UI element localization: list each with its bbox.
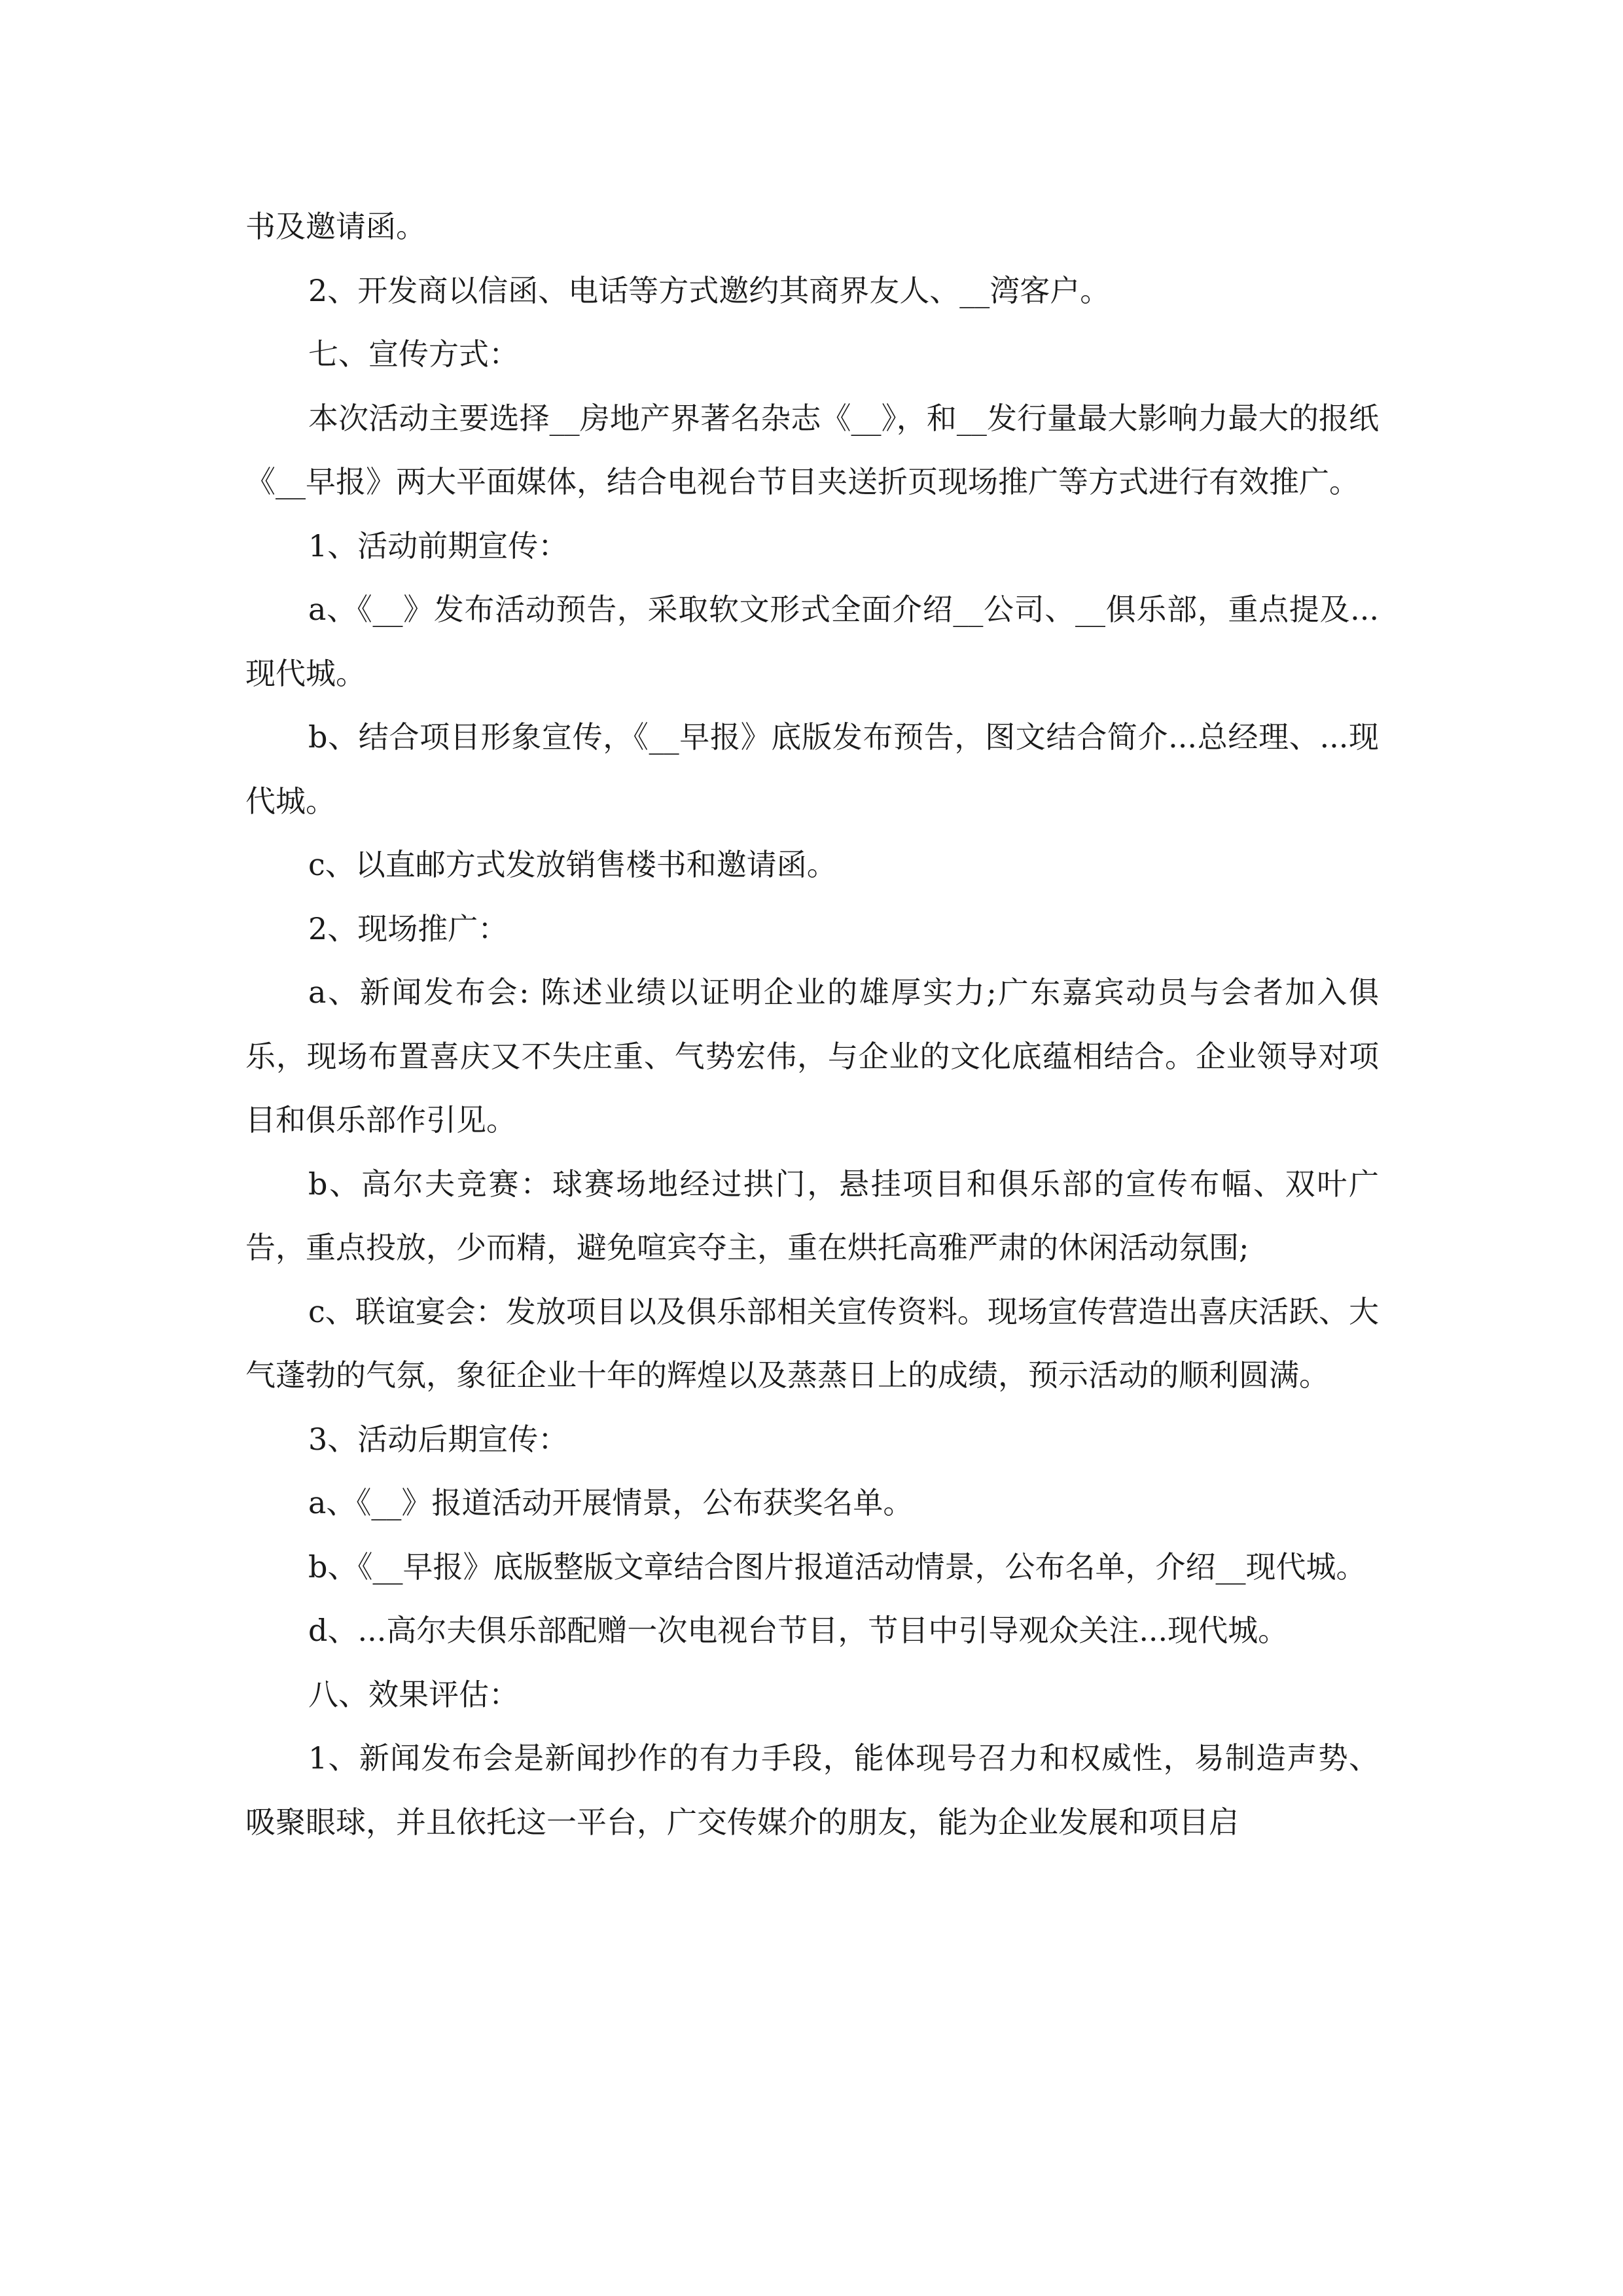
section-heading: 七、宣传方式： bbox=[308, 336, 519, 372]
paragraph: c、以直邮方式发放销售楼书和邀请函。 bbox=[308, 847, 837, 882]
paragraph: b、高尔夫竞赛：球赛场地经过拱门，悬挂项目和俱乐部的宣传布幅、双叶广告，重点投放，少而精，避免喧宾夺主，重在烘托高雅严肃的休闲活动氛围; bbox=[245, 1166, 1379, 1265]
paragraph: 本次活动主要选择__房地产界著名杂志《__》，和__发行量最大影响力最大的报纸《__早报》两大平面媒体，结合电视台节目夹送折页现场推广等方式进行有效推广。 bbox=[245, 400, 1379, 499]
paragraph: 书及邀请函。 bbox=[245, 209, 426, 244]
paragraph: 1、新闻发布会是新闻抄作的有力手段，能体现号召力和权威性，易制造声势、吸聚眼球，并且依托这一平台，广交传媒介的朋友，能为企业发展和项目启 bbox=[245, 1740, 1379, 1840]
paragraph: b、《__早报》底版整版文章结合图片报道活动情景，公布名单，介绍__现代城。 bbox=[308, 1549, 1366, 1585]
subsection-heading: 3、活动后期宣传： bbox=[308, 1421, 569, 1457]
paragraph: a、新闻发布会: 陈述业绩以证明企业的雄厚实力;广东嘉宾动员与会者加入俱乐，现场布置喜庆又不失庄重、气势宏伟，与企业的文化底蕴相结合。企业领导对项目和俱乐部作引见。 bbox=[245, 975, 1379, 1138]
paragraph: c、联谊宴会：发放项目以及俱乐部相关宣传资料。现场宣传营造出喜庆活跃、大气蓬勃的气氛，象征企业十年的辉煌以及蒸蒸日上的成绩，预示活动的顺利圆满。 bbox=[245, 1293, 1379, 1393]
subsection-heading: 1、活动前期宣传： bbox=[308, 528, 569, 564]
paragraph: b、结合项目形象宣传，《__早报》底版发布预告，图文结合简介...总经理、...现代城。 bbox=[245, 719, 1379, 819]
section-heading: 八、效果评估： bbox=[308, 1676, 519, 1712]
paragraph: a、《__》发布活动预告，采取软文形式全面介绍__公司、__俱乐部，重点提及...现代城。 bbox=[245, 592, 1379, 691]
subsection-heading: 2、现场推广： bbox=[308, 910, 508, 946]
paragraph: d、...高尔夫俱乐部配赠一次电视台节目，节目中引导观众关注...现代城。 bbox=[308, 1613, 1289, 1648]
paragraph: 2、开发商以信函、电话等方式邀约其商界友人、__湾客户。 bbox=[308, 272, 1111, 308]
document-body bbox=[245, 195, 1379, 1854]
paragraph: a、《__》报道活动开展情景，公布获奖名单。 bbox=[308, 1485, 914, 1520]
